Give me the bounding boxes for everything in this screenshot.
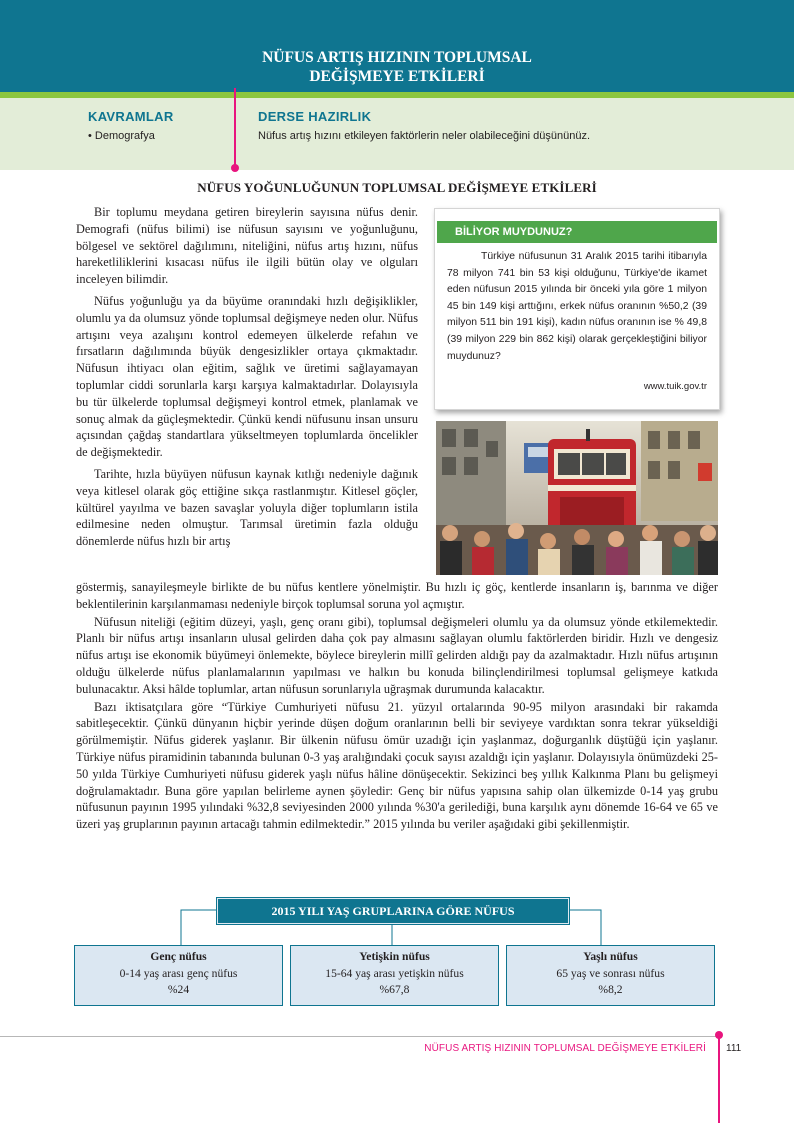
page-number: 111 [726,1043,742,1054]
prep-title: DERSE HAZIRLIK [258,109,372,124]
age-group-name: Yaşlı nüfus [583,950,638,963]
age-group-range: 15-64 yaş arası yetişkin nüfus [325,966,464,980]
istanbul-tram-photo [436,421,718,575]
age-group-share: %24 [167,983,190,996]
age-group-range: 65 yaş ve sonrası nüfus [556,966,665,980]
footer-divider [718,1036,720,1123]
paragraph: göstermiş, sanayileşmeyle birlikte de bu nüfus kentlere yönelmiştir. Bu hızlı iç göç, kentlerde insanların iş, barınma ve diğer beklentilerinin karşılanmaması nedeniyle birçok toplumsal soruna yol açmıştır. [76,580,718,611]
age-group-name: Yetişkin nüfus [359,950,430,963]
footer-rule [0,1036,722,1037]
prep-text: Nüfus artış hızını etkileyen faktörlerin neler olabileceğini düşününüz. [258,130,591,142]
paragraph: Bazı iktisatçılara göre “Türkiye Cumhuriyeti nüfusu 21. yüzyıl ortalarında 90-95 milyon arasındaki bir rakamda sabitleşecektir. Çünkü dünyanın hiçbir yerinde düşen doğum oranlarının belli bir seviyeye vardıktan sonra tekrar yükseldiği görülmemiştir. Nüfus giderek yaşlanır. Bir ülkenin nüfusu ömür uzadığı için yaşlanmaz, doğurganlık düştüğü için yaşlanır. Türkiye nüfus piramidinin tabanında bulunan 0-3 yaş aralığındaki çocuk sayısı azaldığı için yaşlanır. Dolayısıyla önümüzdeki 25-50 yılda Türkiye Cumhuriyeti nüfusu giderek yaşlı nüfus hâline dönüşecektir. Sekizinci beş yıllık Kalkınma Planı bu gelişmeyi doğrulamaktadır. Buna göre yapılan belirleme aynen şöyledir: Genç bir nüfus yapısına sahip olan ülkemizde 0-14 yaş grubu nüfusunun payının 1995 yılındaki %32,8 seviyesinden 2000 yılında %30'a gerilediği, buna karşılık aynı dönemde 16-64 ve 65 ve üzeri yaş gruplarının payının artacağı tahmin edilmektedir.” 2015 yılında bu veriler aşağıdaki gibi şekillenmiştir. [76,699,718,832]
band-divider-dot [231,164,239,172]
paragraph: Nüfus yoğunluğu ya da büyüme oranındaki hızlı değişiklikler, olumlu ya da olumsuz yönde toplumsal değişmeye neden olur. Nüfus artışını veya azalışını kontrol edemeyen ülkelerde refahın ve fırsatların dağılımında büyük dengesizlikler ortaya çıkmaktadır. Nüfusun ihtiyacı olan eğitim, sağlık ve üretimi sağlayamayan toplumlar ciddi sorunlarla karşı karşıya kalmaktadırlar. Dolayısıyla bu tür ülkelerde toplumsal değişmeyi kontrol etmek, planlamak ve sonuç almak da güçleşmektedir. Çünkü kendi nüfusunu insan unsuru açısından çağdaş standartlara yükseltmeyen toplumlarda öncelikler de değişmektedir. [76,293,418,460]
did-you-know-source: www.tuik.gov.tr [643,381,707,392]
left-column [76,204,418,550]
did-you-know-box [434,208,720,410]
paragraph: Bir toplumu meydana getiren bireylerin sayısına nüfus denir. Demografi (nüfus bilimi) ise nüfusun sayısını ve yoğunluğunu, bölgesel ve sektörel dağılımını, niteliğini, nüfus artış hızını, nüfus hareketliliklerini kısacası nüfus ile ilgili bütün olay ve olguları inceleyen bilimdir. [76,205,418,287]
age-group-name: Genç nüfus [150,950,207,963]
paragraph: Nüfusun niteliği (eğitim düzeyi, yaşlı, genç oranı gibi), toplumsal değişmeleri olumlu ya da olumsuz yönde etkilemektedir. Planlı bir nüfus artışı insanların ulusal gelirden daha çok pay almasını sağlayan olumlu faktörlerden biridir. Hızlı ve dengesiz nüfus artışı ise ekonomik büyümeyi önlemekte, böylece bireylerin millî gelirden aldığı pay da azalmaktadır. Hızlı nüfus artışının olduğu ülkelerde nüfus planlamalarının yapılması ve halkın bu konuda bilinçlendirilmesi toplumsal gelişmeye katkıda bulunacaktır. Aksi hâlde toplumlar, artan nüfusun sorunlarıyla uğraşmak durumunda kalacaktır. [76,614,718,696]
footer-divider-dot [715,1031,723,1039]
age-groups-title: 2015 YILI YAŞ GRUPLARINA GÖRE NÜFUS [217,898,569,924]
did-you-know-title: BİLİYOR MUYDUNUZ? [437,221,717,243]
full-width-text [76,579,718,833]
footer-title: NÜFUS ARTIŞ HIZININ TOPLUMSAL DEĞİŞMEYE ETKİLERİ [424,1043,706,1054]
concepts-item: • Demografya [88,130,155,142]
age-group-adult [290,945,499,1006]
age-group-share: %8,2 [598,983,623,996]
paragraph: Tarihte, hızla büyüyen nüfusun kaynak kıtlığı nedeniyle dağınık veya kitlesel olarak göç ettiğine sıkça rastlanmıştır. Kitlesel göçler, kültürel yayılma ve bazen savaşlar yoluyla diğer toplumların istila edilmesine neden olmuştur. Tarımsal üretimin fazla olduğu dönemlerde nüfus hızlı bir artış [76,466,418,549]
did-you-know-text: Türkiye nüfusunun 31 Aralık 2015 tarihi itibarıyla 78 milyon 741 bin 53 kişi olduğunu, Türkiye'de ikamet eden nüfusun 2015 yılında bir önceki yıla göre 1 milyon 45 bin 149 kişi arttığını, erkek nüfus oranının %50,2 (39 milyon 511 bin 191 kişi), kadın nüfus oranının ise % 49,8 (39 milyon 229 bin 862 kişi) olarak gerçekleştiğini biliyor muydunuz? [447,251,707,362]
concepts-title: KAVRAMLAR [88,109,174,124]
age-group-elderly [506,945,715,1006]
age-group-share: %67,8 [379,983,410,996]
band-divider [234,88,236,166]
chapter-title [0,48,794,86]
chapter-title-line1: NÜFUS ARTIŞ HIZININ TOPLUMSAL [262,49,532,66]
age-group-range: 0-14 yaş arası genç nüfus [119,966,238,980]
age-group-young [74,945,283,1006]
chapter-title-line2: DEĞİŞMEYE ETKİLERİ [309,68,485,85]
section-heading: NÜFUS YOĞUNLUĞUNUN TOPLUMSAL DEĞİŞMEYE ETKİLERİ [197,180,597,195]
